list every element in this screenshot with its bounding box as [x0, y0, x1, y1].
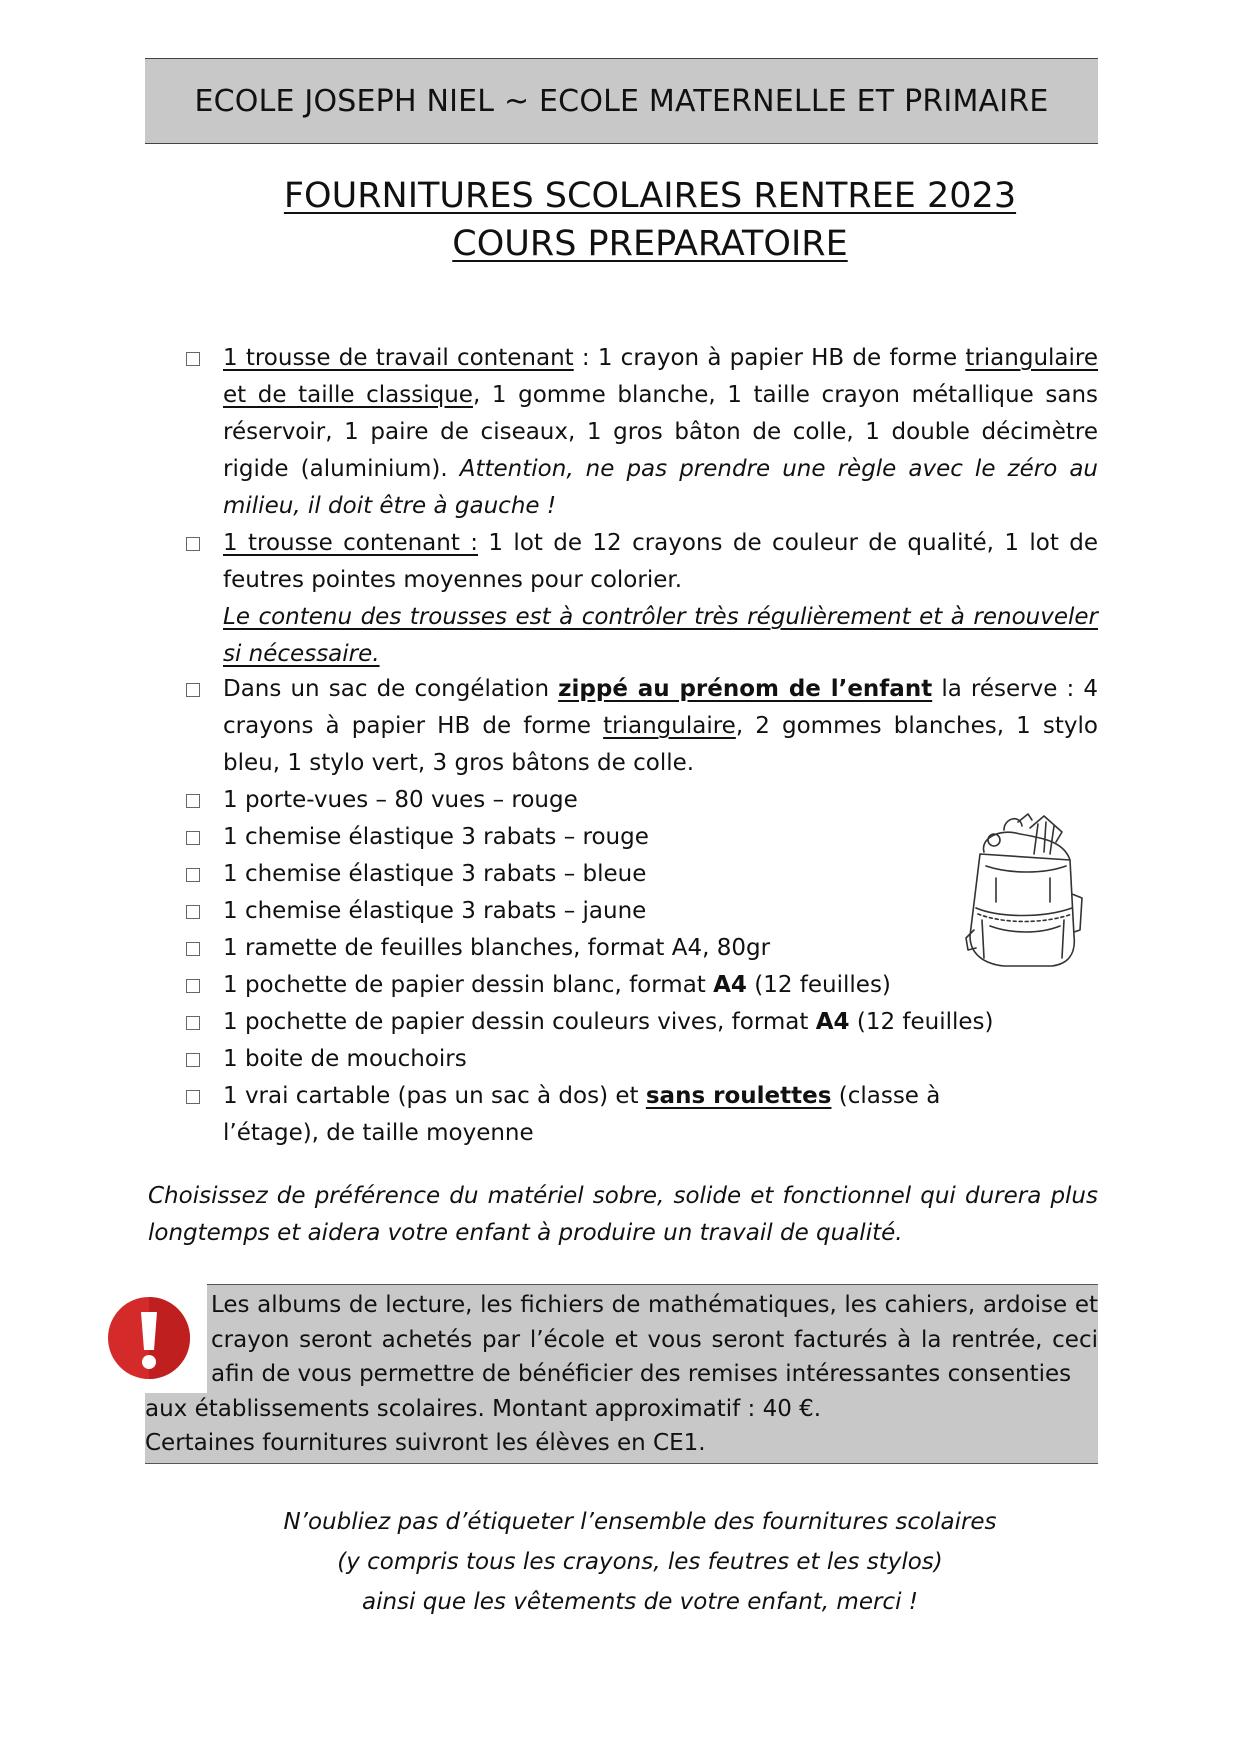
school-header — [145, 58, 1098, 144]
checkbox-icon[interactable] — [186, 683, 200, 697]
closing-line-1: N’oubliez pas d’étiqueter l’ensemble des fournitures scolaires — [283, 1509, 997, 1535]
info-text — [145, 1288, 1098, 1461]
list-item: 1 chemise élastique 3 rabats – rouge — [183, 819, 1098, 856]
checkbox-icon[interactable] — [186, 942, 200, 956]
advice-paragraph: Choisissez de préférence du matériel sobre, solide et fonctionnel qui durera plus longtemps et aidera votre enfant à produire un travail de qualité. — [148, 1183, 1098, 1246]
list-item: 1 vrai cartable (pas un sac à dos) et sans roulettes (classe à l’étage), de taille moyenne — [183, 1078, 1098, 1152]
trousse-note: Le contenu des trousses est à contrôler très régulièrement et à renouveler si nécessaire. — [223, 604, 1098, 667]
checkbox-icon[interactable] — [186, 905, 200, 919]
checkbox-icon[interactable] — [186, 1053, 200, 1067]
list-item: Dans un sac de congélation zippé au prénom de l’enfant la réserve : 4 crayons à papier HB de forme triangulaire, 2 gommes blanches, 1 stylo bleu, 1 stylo vert, 3 gros bâtons de colle. — [183, 671, 1098, 782]
list-item: 1 pochette de papier dessin blanc, format A4 (12 feuilles) — [183, 967, 1098, 1004]
checkbox-icon[interactable] — [186, 352, 200, 366]
info-text-line-4: aux établissements scolaires. Montant approximatif : 40 €. — [145, 1395, 822, 1422]
info-box — [145, 1284, 1098, 1463]
checkbox-icon[interactable] — [186, 537, 200, 551]
checkbox-icon[interactable] — [186, 868, 200, 882]
info-text-top: Les albums de lecture, les fichiers de mathématiques, les cahiers, ardoise et crayon seront achetés par l’école et vous seront facturés à la rentrée, ceci afin de vous permettre de bénéficier des remises intéressantes consenties — [211, 1292, 1098, 1387]
checkbox-icon[interactable] — [186, 1016, 200, 1030]
checkbox-icon[interactable] — [186, 979, 200, 993]
title-line-2: COURS PREPARATOIRE — [452, 224, 848, 264]
exclamation-warning-icon — [107, 1296, 191, 1380]
list-item: 1 trousse de travail contenant : 1 crayon à papier HB de forme triangulaire et de taille classique, 1 gomme blanche, 1 taille crayon métallique sans réservoir, 1 paire de ciseaux, 1 gros bâton de colle, 1 double décimètre rigide (aluminium). Attention, ne pas prendre une règle avec le zéro au milieu, il doit être à gauche ! — [183, 340, 1098, 525]
closing-line-2: (y compris tous les crayons, les feutres et les stylos) — [337, 1549, 943, 1575]
school-name: ECOLE JOSEPH NIEL ~ ECOLE MATERNELLE ET PRIMAIRE — [194, 83, 1049, 119]
closing-note — [145, 1502, 1135, 1622]
list-item: 1 ramette de feuilles blanches, format A4, 80gr — [183, 930, 1098, 967]
checkbox-icon[interactable] — [186, 831, 200, 845]
backpack-illustration — [960, 808, 1088, 973]
list-item: 1 porte-vues – 80 vues – rouge — [183, 782, 1098, 819]
supply-list — [183, 340, 1098, 1152]
closing-line-3: ainsi que les vêtements de votre enfant, merci ! — [362, 1589, 918, 1615]
list-item: 1 chemise élastique 3 rabats – jaune — [183, 893, 1098, 930]
info-text-line-5: Certaines fournitures suivront les élèves en CE1. — [145, 1430, 706, 1456]
checkbox-icon[interactable] — [186, 1090, 200, 1104]
page-title — [145, 172, 1155, 268]
list-item: 1 chemise élastique 3 rabats – bleue — [183, 856, 1098, 893]
title-line-1: FOURNITURES SCOLAIRES RENTREE 2023 — [283, 176, 1017, 216]
list-item: 1 pochette de papier dessin couleurs vives, format A4 (12 feuilles) — [183, 1004, 1098, 1041]
list-item: 1 trousse contenant : 1 lot de 12 crayons de couleur de qualité, 1 lot de feutres pointes moyennes pour colorier. Le contenu des trousses est à contrôler très régulièrement et à renouveler si nécessaire. — [183, 525, 1098, 673]
list-item: 1 boite de mouchoirs — [183, 1041, 1098, 1078]
checkbox-icon[interactable] — [186, 794, 200, 808]
